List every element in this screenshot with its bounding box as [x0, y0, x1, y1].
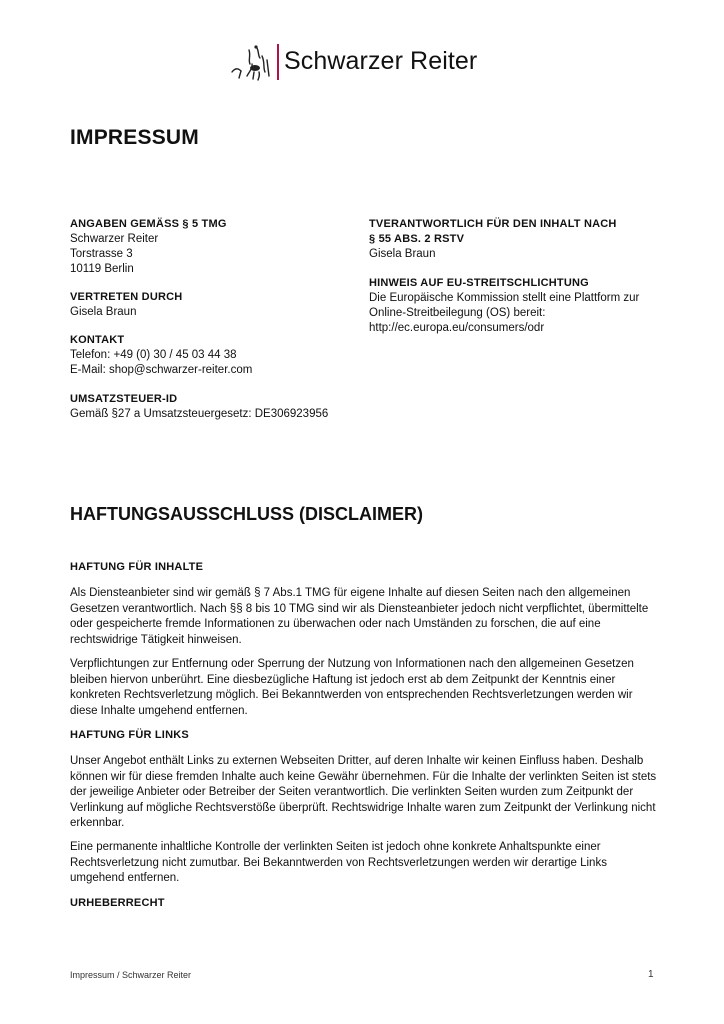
- content-liability-paragraph-2: Verpflichtungen zur Entfernung oder Sperrung der Nutzung von Informationen nach den allgemeinen Gesetzen bleiben hiervon unberührt. Eine diesbezügliche Haftung ist jedoch erst ab dem Zeitpunkt der Kenntnis einer konkreten Rechtsverletzung möglich. Bei Bekanntwerden von entsprechenden Rechtsverletzungen werden wir diese Inhalte umgehend entfernen.: [70, 658, 634, 717]
- page-title: IMPRESSUM: [70, 126, 199, 149]
- address-line: Schwarzer Reiter: [70, 233, 159, 245]
- copyright-heading: URHEBERRECHT: [70, 897, 165, 909]
- section-heading: KONTAKT: [70, 334, 125, 346]
- imprint-section-eu-dispute: [369, 276, 639, 336]
- dispute-text: Die Europäische Kommission stellt eine Plattform zur: [369, 292, 640, 304]
- imprint-section-responsible: [369, 217, 617, 262]
- section-heading: § 55 ABS. 2 RSTV: [369, 233, 465, 245]
- odr-link[interactable]: http://ec.europa.eu/consumers/odr: [369, 322, 545, 334]
- dispute-text: Online-Streitbeilegung (OS) bereit:: [369, 307, 546, 319]
- imprint-section-vat: [70, 392, 328, 422]
- section-heading: UMSATZSTEUER-ID: [70, 393, 178, 405]
- representative-name: Gisela Braun: [70, 306, 137, 318]
- section-heading: TVERANTWORTLICH FÜR DEN INHALT NACH: [369, 218, 617, 230]
- section-heading: ANGABEN GEMÄSS § 5 TMG: [70, 218, 227, 230]
- links-liability-heading: HAFTUNG FÜR LINKS: [70, 729, 189, 741]
- footer-label: Impressum / Schwarzer Reiter: [70, 970, 192, 980]
- phone-line: Telefon: +49 (0) 30 / 45 03 44 38: [70, 349, 237, 361]
- logo-divider: [277, 44, 279, 80]
- page-number: 1: [648, 969, 654, 980]
- address-line: 10119 Berlin: [70, 263, 134, 275]
- brand-name: Schwarzer Reiter: [284, 47, 478, 75]
- links-liability-paragraph-2: Eine permanente inhaltliche Kontrolle der verlinkten Seiten ist jedoch ohne konkrete Anhaltspunkte einer Rechtsverletzung nicht zumutbar. Bei Bekanntwerden von Rechtsverletzungen werden wir derartige Links umgehend entfernen.: [70, 841, 607, 885]
- section-heading: HINWEIS AUF EU-STREITSCHLICHTUNG: [369, 277, 589, 289]
- imprint-section-contact: [70, 333, 252, 378]
- imprint-section-address: [70, 217, 227, 277]
- content-liability-paragraph-1: Als Diensteanbieter sind wir gemäß § 7 Abs.1 TMG für eigene Inhalte auf diesen Seiten nach den allgemeinen Gesetzen verantwortlich. Nach §§ 8 bis 10 TMG sind wir als Diensteanbieter jedoch nicht verpflichtet, übermittelte oder gespeicherte fremde Informationen zu überwachen oder nach Umständen zu forschen, die auf eine rechtswidrige Tätigkeit hinweisen.: [70, 587, 649, 646]
- imprint-section-representative: [70, 290, 182, 320]
- horse-rider-icon: [229, 42, 275, 82]
- disclaimer-title: HAFTUNGSAUSSCHLUSS (DISCLAIMER): [70, 504, 423, 524]
- content-liability-heading: HAFTUNG FÜR INHALTE: [70, 561, 204, 573]
- vat-line: Gemäß §27 a Umsatzsteuergesetz: DE306923956: [70, 408, 329, 420]
- section-heading: VERTRETEN DURCH: [70, 291, 183, 303]
- responsible-name: Gisela Braun: [369, 248, 436, 260]
- email-line: E-Mail: shop@schwarzer-reiter.com: [70, 364, 253, 376]
- links-liability-paragraph-1: Unser Angebot enthält Links zu externen Webseiten Dritter, auf deren Inhalte wir keinen Einfluss haben. Deshalb können wir für diese fremden Inhalte auch keine Gewähr übernehmen. Für die Inhalte der verlinkten Seiten ist stets der jeweilige Anbieter oder Betreiber der Seiten verantwortlich. Die verlinkten Seiten wurden zum Zeitpunkt der Verlinkung auf mögliche Rechtsverstöße überprüft. Rechtswidrige Inhalte waren zum Zeitpunkt der Verlinkung nicht erkennbar.: [70, 755, 657, 830]
- address-line: Torstrasse 3: [70, 248, 133, 260]
